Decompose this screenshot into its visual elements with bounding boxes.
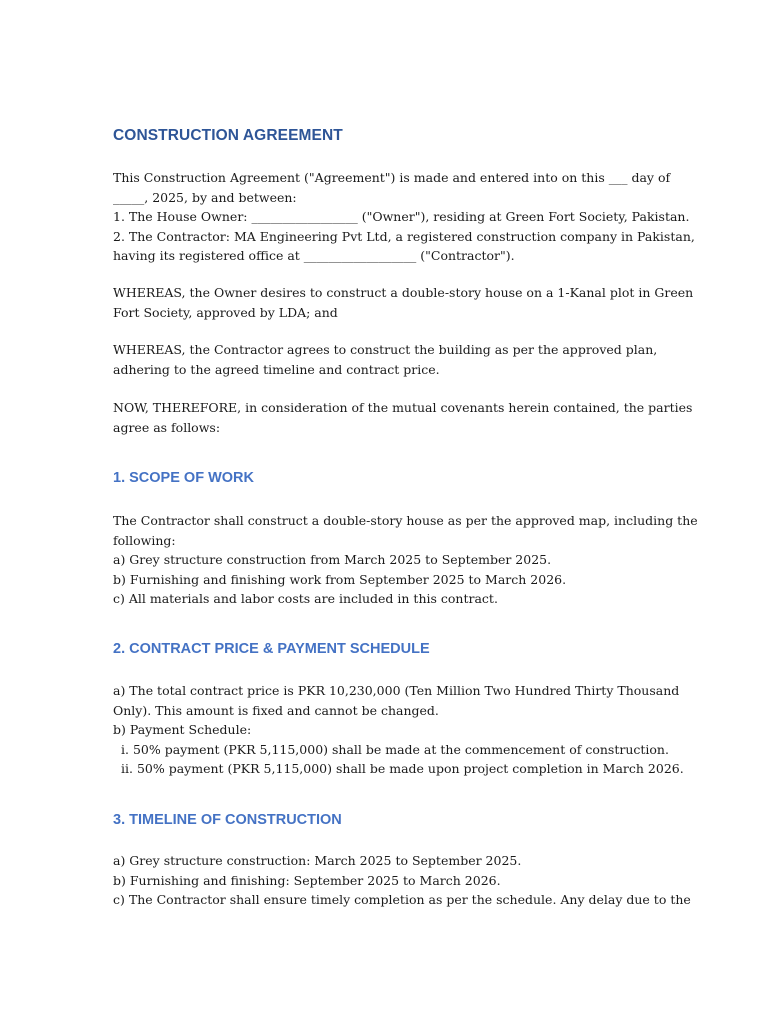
timeline-body [113, 851, 691, 910]
document-title: CONSTRUCTION AGREEMENT [113, 127, 343, 144]
paragraph-line: WHEREAS, the Contractor agrees to construct the building as per the approved plan, [113, 342, 658, 357]
scope-of-work-body [113, 511, 698, 609]
list-item: b) Payment Schedule: [113, 722, 252, 737]
document-page [113, 0, 698, 1024]
section-heading-scope-of-work: 1. SCOPE OF WORK [113, 470, 254, 486]
paragraph-line: a) The total contract price is PKR 10,230,000 (Ten Million Two Hundred Thirty Thousand [113, 683, 680, 698]
list-item: a) Grey structure construction: March 2025 to September 2025. [113, 853, 522, 868]
party-owner-line: 1. The House Owner: _________________ ("Owner"), residing at Green Fort Society, Pakistan. [113, 209, 690, 224]
paragraph-line: following: [113, 532, 176, 548]
list-item: a) Grey structure construction from March 2025 to September 2025. [113, 552, 552, 567]
paragraph-line: The Contractor shall construct a double-story house as per the approved map, including the [113, 513, 698, 528]
payment-schedule-item: ii. 50% payment (PKR 5,115,000) shall be made upon project completion in March 2026. [121, 761, 684, 776]
list-item: c) All materials and labor costs are included in this contract. [113, 591, 498, 606]
intro-line: This Construction Agreement ("Agreement") is made and entered into on this ___ day of [113, 170, 671, 185]
party-contractor-line: having its registered office at __________________ ("Contractor"). [113, 248, 515, 263]
party-contractor-line: 2. The Contractor: MA Engineering Pvt Ltd, a registered construction company in Pakistan, [113, 228, 695, 244]
paragraph-line: Fort Society, approved by LDA; and [113, 304, 338, 320]
whereas-owner-paragraph [113, 283, 694, 322]
list-item: b) Furnishing and finishing work from September 2025 to March 2026. [113, 571, 567, 587]
paragraph-line: Only). This amount is fixed and cannot be changed. [113, 702, 439, 718]
intro-paragraph [113, 168, 695, 266]
paragraph-line: adhering to the agreed timeline and contract price. [113, 361, 440, 377]
paragraph-line: WHEREAS, the Owner desires to construct a double-story house on a 1-Kanal plot in Green [113, 285, 694, 300]
now-therefore-paragraph [113, 398, 693, 437]
section-heading-timeline: 3. TIMELINE OF CONSTRUCTION [113, 812, 342, 828]
whereas-contractor-paragraph [113, 340, 673, 379]
paragraph-line: agree as follows: [113, 419, 221, 435]
paragraph-line: NOW, THEREFORE, in consideration of the mutual covenants herein contained, the parties [113, 400, 693, 415]
intro-line: _____, 2025, by and between: [113, 189, 297, 205]
list-item: b) Furnishing and finishing: September 2025 to March 2026. [113, 872, 501, 888]
section-heading-contract-price: 2. CONTRACT PRICE & PAYMENT SCHEDULE [113, 641, 430, 657]
contract-price-body [113, 681, 684, 779]
payment-schedule-item: i. 50% payment (PKR 5,115,000) shall be made at the commencement of construction. [121, 741, 669, 757]
list-item: c) The Contractor shall ensure timely completion as per the schedule. Any delay due to the [113, 892, 691, 907]
